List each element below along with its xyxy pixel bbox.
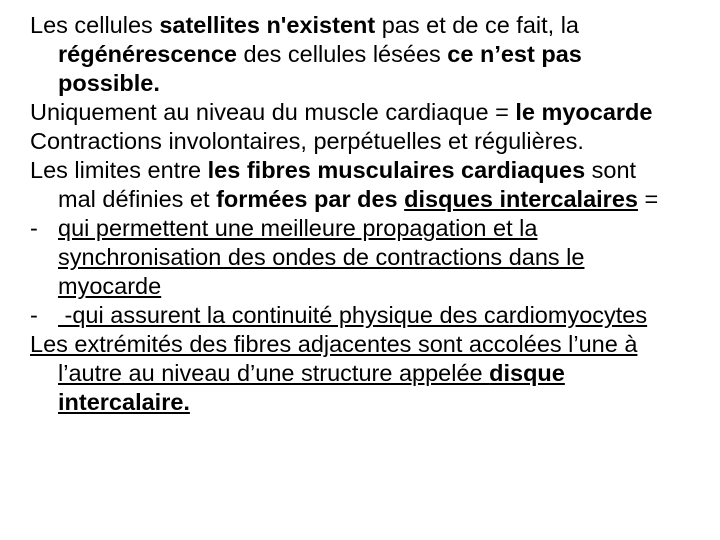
text-run-bold: les fibres musculaires cardiaques — [207, 157, 586, 183]
text-run-bold: satellites n'existent — [159, 12, 376, 38]
paragraph-myocarde — [30, 98, 680, 127]
text-block — [30, 11, 680, 417]
text-run: Contractions involontaires, perpétuelles et régulières. — [30, 128, 584, 154]
text-run-bold-underline — [404, 186, 638, 212]
paragraph-contractions — [30, 127, 680, 156]
text-run-bold: le myocarde — [515, 99, 653, 125]
text-run: pas et de ce fait, la — [375, 12, 579, 38]
bullet-continuite — [30, 301, 680, 330]
text-run: des cellules lésées — [236, 41, 448, 67]
bullet-propagation — [30, 214, 680, 301]
text-run: Les cellules — [30, 12, 160, 38]
underlined-run: Les extrémités des fibres adjacentes sont accolées l’une à l’autre au niveau d’une structure appelée — [30, 331, 638, 386]
text-run: Les limites entre — [30, 157, 208, 183]
underlined-run: qui permettent une meilleure propagation et la synchronisation des ondes de contractions dans le myocarde — [58, 215, 585, 299]
text-run: sont mal définies et — [58, 157, 637, 212]
text-run: Uniquement au niveau du muscle cardiaque = — [30, 99, 516, 125]
text-run-bold: ce n’est pas possible. — [58, 41, 582, 96]
underlined-run: disque intercalaire. — [58, 360, 565, 415]
underlined-run: disques intercalaires — [404, 186, 638, 212]
paragraph-limites — [30, 156, 680, 214]
underlined-run: -qui assurent la continuité physique des cardiomyocytes — [58, 302, 648, 328]
text-run-bold: formées par des — [216, 186, 405, 212]
paragraph-satellites — [30, 11, 680, 98]
paragraph-extremites — [30, 330, 680, 417]
text-run: = — [637, 186, 659, 212]
dash-bullet: - — [30, 215, 38, 241]
text-run-bold: régénérescence — [58, 41, 237, 67]
dash-bullet: - — [30, 302, 38, 328]
